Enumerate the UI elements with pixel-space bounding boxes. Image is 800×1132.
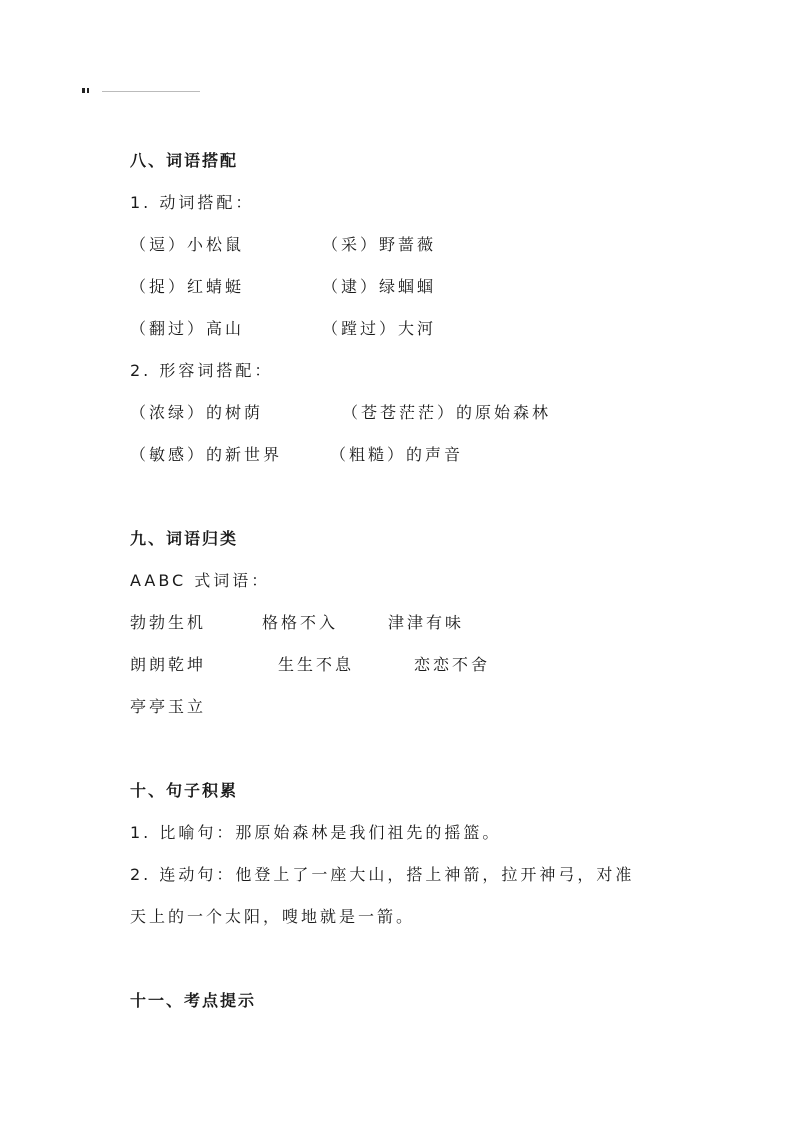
word-pair: （采）野蔷薇 [322,235,437,254]
idiom: 恋恋不舍 [414,655,491,674]
subheading: 2. 形容词搭配： [130,361,274,380]
word-pair: （粗糙）的声音 [330,445,464,464]
idiom: 津津有味 [388,613,465,632]
word-pair: （苍苍茫茫）的原始森林 [342,403,552,422]
idiom: 格格不入 [262,613,339,632]
section-title: 九、词语归类 [130,529,239,548]
word-pair: （翻过）高山 [130,319,245,338]
section-title: 十、句子积累 [130,781,239,800]
word-pair: （敏感）的新世界 [130,445,283,464]
section-title: 十一、考点提示 [130,991,257,1010]
sentence: 天上的一个太阳，嗖地就是一箭。 [130,907,416,926]
idiom: 勃勃生机 [130,613,207,632]
word-pair: （蹚过）大河 [322,319,437,338]
subheading: 1. 动词搭配： [130,193,255,212]
idiom: 亭亭玉立 [130,697,207,716]
idiom: 朗朗乾坤 [130,655,207,674]
word-pair: （浓绿）的树荫 [130,403,264,422]
subheading: AABC 式词语： [130,571,271,590]
idiom: 生生不息 [278,655,355,674]
word-pair: （捉）红蜻蜓 [130,277,245,296]
sentence: 2. 连动句：他登上了一座大山，搭上神箭，拉开神弓，对准 [130,865,635,884]
word-pair: （逮）绿蝈蝈 [322,277,437,296]
word-pair: （逗）小松鼠 [130,235,245,254]
sentence: 1. 比喻句：那原始森林是我们祖先的摇篮。 [130,823,502,842]
header-mark [82,86,200,94]
section-title: 八、词语搭配 [130,151,239,170]
